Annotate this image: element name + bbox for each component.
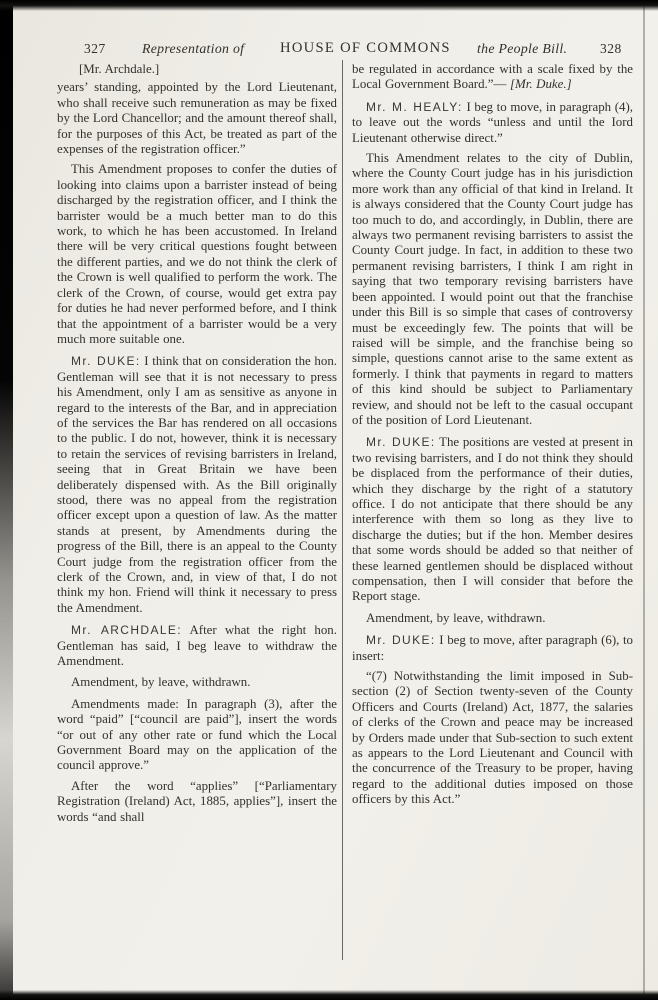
page-number-left: 327 bbox=[84, 41, 106, 56]
right-column bbox=[352, 62, 633, 813]
page-number-right: 328 bbox=[600, 41, 622, 56]
speech-text: After what the right hon. Gentleman has said, I beg leave to withdraw the Amendment. bbox=[57, 623, 337, 669]
quoted-clause-continuation: years’ standing, appointed by the Lord Lieutenant, who shall receive such remuneration as may be fixed by the Lord Chancellor; and the amount thereof shall, for the purposes of this Act, be treated as part of the expenses of the registration officer.” bbox=[57, 80, 337, 157]
body-paragraph: After the word “applies” [“Parliamentary Registration (Ireland) Act, 1885, applies”], insert the words “and shall bbox=[57, 778, 337, 824]
speaker-name: Mr. M. HEALY: bbox=[366, 99, 463, 114]
left-column bbox=[57, 62, 337, 830]
body-paragraph: This Amendment relates to the city of Dublin, where the County Court judge has in his jurisdiction more work than any official of that kind in Ireland. It is always considered that the County Court judge has too much to do, and accordingly, in Dublin, there are always two permanent revising barristers to assist the County Court judge. In fact, in addition to these two permanent revising barristers, I think I am right in saying that two temporary revising barristers have been appointed. I would point out that the franchise under this Bill is so simple that cases of controversy must be exceedingly few. The points that will be raised will be simple, and the franchise being so simple, questions cannot arise to the same extent as formerly. I think that payments in regard to matters of this kind should be subject to Parliamentary review, and should not be left to the casual occupant of the position of Lord Lieutenant. bbox=[352, 151, 633, 427]
column-divider-rule bbox=[342, 60, 343, 960]
quoted-clause-paragraph: “(7) Notwithstanding the limit imposed in Sub-section (2) of Section twenty-seven of the County Officers and Courts (Ireland) Act, 1877, the salaries of clerks of the Crown and peace may be increased by Orders made under that Sub-section to such extent as appears to the Lord Lieutenant and Council with the concurrence of the Treasury to be proper, having regard to the additional duties imposed on those officers by this Act.” bbox=[352, 669, 633, 807]
running-header-house: HOUSE OF COMMONS bbox=[280, 40, 451, 56]
speech-paragraph bbox=[352, 633, 633, 664]
procedural-note: Amendment, by leave, withdrawn. bbox=[71, 675, 251, 690]
scan-edge-bottom bbox=[0, 990, 658, 1000]
speaker-name: Mr. ARCHDALE: bbox=[71, 623, 183, 638]
quoted-clause-continuation bbox=[352, 62, 633, 93]
quote-text: be regulated in accordance with a scale fixed by the Local Government Board.”— bbox=[352, 62, 633, 92]
procedural-note: Amendment, by leave, withdrawn. bbox=[366, 610, 546, 625]
page-fold-line bbox=[643, 0, 645, 1000]
scan-edge-top bbox=[0, 0, 658, 11]
speech-text: I think that on consideration the hon. Gentleman will see that it is not necessary to press his Amendment, only I am as sensitive as anyone in regard to the interests of the Bar, and in appreciation of the services the Bar has rendered on all occasions to the public. I do not, however, think it is necessary to retain the services of revising barristers in Ireland, seeing that in Great Britain we have been deliberately dispensed with. As the Bill originally stood, there was no appeal from the registration officer except upon a question of law. As the matter stands at present, by Amendments during the progress of the Bill, there is an appeal to the County Court judge from the registration officer from the clerk of the Crown, and, in view of that, I do not think my hon. Friend will think it necessary to press the Amendment. bbox=[57, 354, 337, 615]
quote-attribution: [Mr. Duke.] bbox=[509, 77, 572, 92]
running-header-bill-title-right: the People Bill. bbox=[477, 41, 568, 56]
speech-paragraph bbox=[57, 354, 337, 616]
speech-text: The positions are vested at present in two revising barristers, and I do not think they should be displaced from the performance of their duties, which they discharge by the right of a statutory office. I do not anticipate that there should be any interference with them so long as they live to discharge the duties; but if the hon. Member desires that some words should be added so that neither of these learned gentlemen should be displaced without compensation, then I will consider that before the Report stage. bbox=[352, 435, 633, 604]
body-paragraph: This Amendment proposes to confer the duties of looking into claims upon a barrister instead of being discharged by the registration officer, and I think the barrister would be a much better man to do this work, to which he has been accustomed. In Ireland there will be very critical questions fought between the different parties, and we do not think the clerk of the Crown is well qualified to perform the work. The clerk of the Crown, of course, would get extra pay for duties he had never performed before, and I think that the appointment of a barrister would be a very much more suitable one. bbox=[57, 162, 337, 346]
speaker-name: Mr. DUKE: bbox=[366, 435, 436, 450]
scan-edge-left bbox=[0, 0, 13, 1000]
speech-paragraph bbox=[57, 623, 337, 669]
speech-paragraph bbox=[352, 100, 633, 146]
running-header-bill-title-left: Representation of bbox=[142, 41, 245, 56]
speaker-name: Mr. DUKE: bbox=[71, 354, 141, 369]
body-paragraph: Amendments made: In paragraph (3), after the word “paid” [“council are paid”], insert the words “or out of any other rate or fund which the Local Government Board may on the application of the council approve.” bbox=[57, 696, 337, 773]
speech-text: I beg to move, in paragraph (4), to leave out the words “unless and until the Iord Lieutenant otherwise direct.” bbox=[352, 99, 633, 145]
continuation-speaker-header: [Mr. Archdale.] bbox=[79, 62, 160, 76]
speaker-name: Mr. DUKE: bbox=[366, 633, 436, 648]
speech-paragraph bbox=[352, 435, 633, 604]
speech-text: I beg to move, after paragraph (6), to insert: bbox=[352, 633, 633, 663]
